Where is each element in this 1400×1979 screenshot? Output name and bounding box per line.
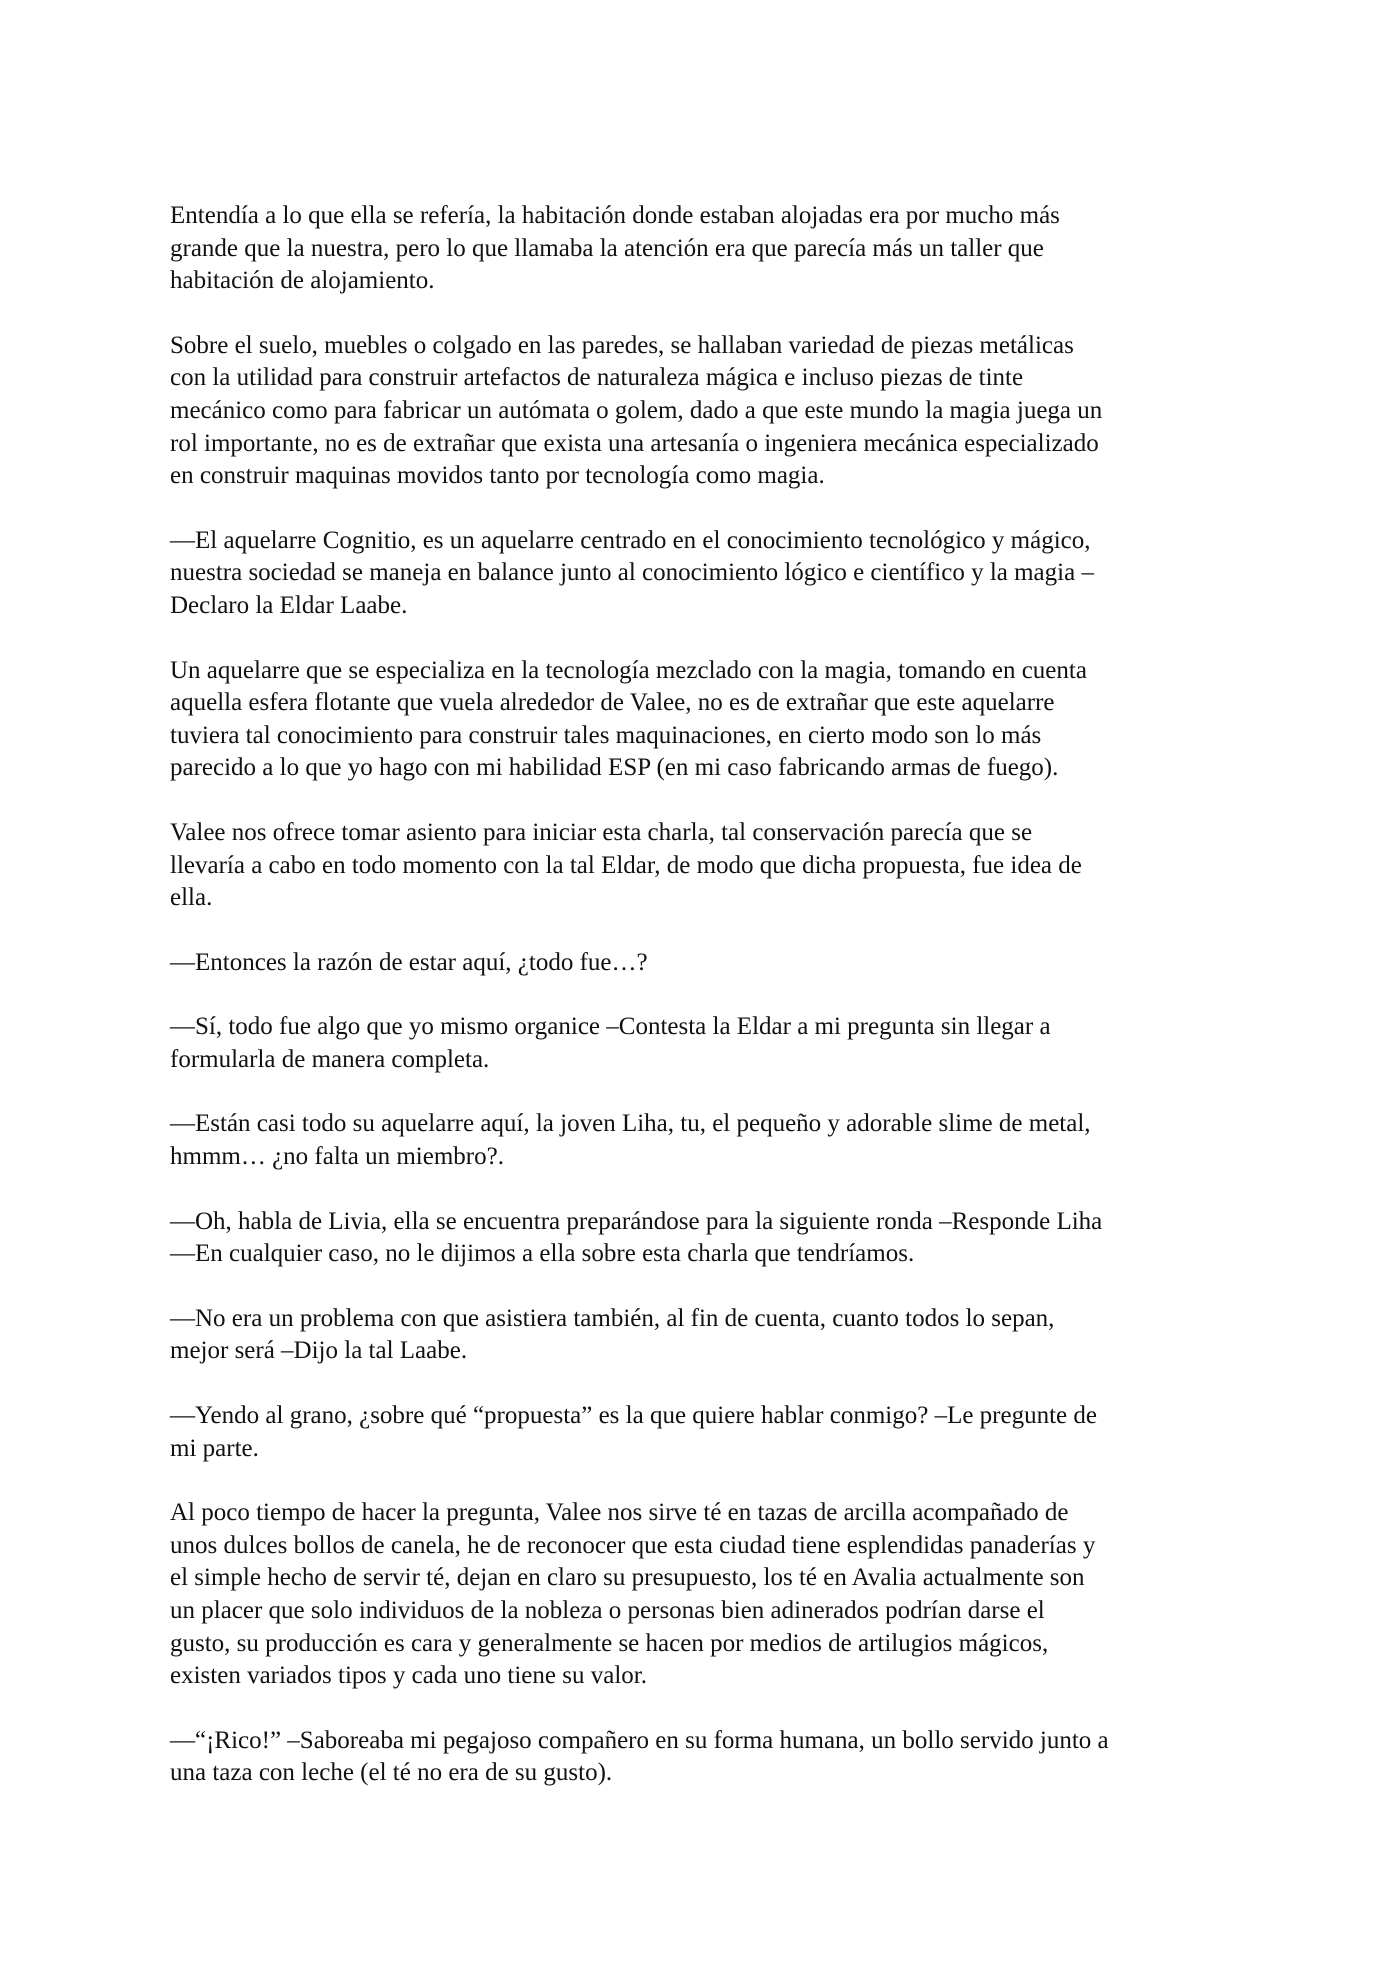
paragraph: Al poco tiempo de hacer la pregunta, Valee nos sirve té en tazas de arcilla acompañado de unos dulces bollos de canela, he de reconocer que esta ciudad tiene esplendidas panaderías y el simple hecho de servir té, dejan en claro su presupuesto, los té en Avalia actualmente son un placer que solo individuos de la nobleza o personas bien adinerados podrían darse el gusto, su producción es cara y generalmente se hacen por medios de artilugios mágicos, existen variados tipos y cada uno tiene su valor. bbox=[170, 1499, 1096, 1690]
paragraph: Valee nos ofrece tomar asiento para iniciar esta charla, tal conservación parecía que se llevaría a cabo en todo momento con la tal Eldar, de modo que dicha propuesta, fue idea de ella. bbox=[170, 818, 1082, 912]
paragraph: Sobre el suelo, muebles o colgado en las paredes, se hallaban variedad de piezas metálicas con la utilidad para construir artefactos de naturaleza mágica e incluso piezas de tinte mecánico como para fabricar un autómata o golem, dado a que este mundo la magia juega un rol importante, no es de extrañar que exista una artesanía o ingeniera mecánica especializado en construir maquinas movidos tanto por tecnología como magia. bbox=[170, 331, 1103, 490]
paragraph: Un aquelarre que se especializa en la tecnología mezclado con la magia, tomando en cuenta aquella esfera flotante que vuela alrededor de Valee, no es de extrañar que este aquelarre tuviera tal conocimiento para construir tales maquinaciones, en cierto modo son lo más parecido a lo que yo hago con mi habilidad ESP (en mi caso fabricando armas de fuego). bbox=[170, 656, 1087, 782]
paragraph: —No era un problema con que asistiera también, al fin de cuenta, cuanto todos lo sepan, mejor será –Dijo la tal Laabe. bbox=[170, 1304, 1055, 1365]
paragraph: —Están casi todo su aquelarre aquí, la joven Liha, tu, el pequeño y adorable slime de metal, hmmm… ¿no falta un miembro?. bbox=[170, 1110, 1091, 1171]
paragraph: —Yendo al grano, ¿sobre qué “propuesta” es la que quiere hablar conmigo? –Le pregunte de mi parte. bbox=[170, 1402, 1097, 1462]
paragraph: —“¡Rico!” –Saboreaba mi pegajoso compañero en su forma humana, un bollo servido junto a una taza con leche (el té no era de su gusto). bbox=[170, 1726, 1109, 1787]
document-body bbox=[170, 200, 1250, 1822]
paragraph: —Entonces la razón de estar aquí, ¿todo fue…? bbox=[170, 948, 648, 976]
paragraph: —El aquelarre Cognitio, es un aquelarre centrado en el conocimiento tecnológico y mágico, nuestra sociedad se maneja en balance junto al conocimiento lógico e científico y la magia – Declaro la Eldar Laabe. bbox=[170, 526, 1094, 619]
paragraph: Entendía a lo que ella se refería, la habitación donde estaban alojadas era por mucho más grande que la nuestra, pero lo que llamaba la atención era que parecía más un taller que habitación de alojamiento. bbox=[170, 202, 1060, 295]
paragraph: —Sí, todo fue algo que yo mismo organice –Contesta la Eldar a mi pregunta sin llegar a formularla de manera completa. bbox=[170, 1013, 1051, 1073]
paragraph: —Oh, habla de Livia, ella se encuentra preparándose para la siguiente ronda –Responde Liha —En cualquier caso, no le dijimos a ella sobre esta charla que tendríamos. bbox=[170, 1207, 1103, 1268]
